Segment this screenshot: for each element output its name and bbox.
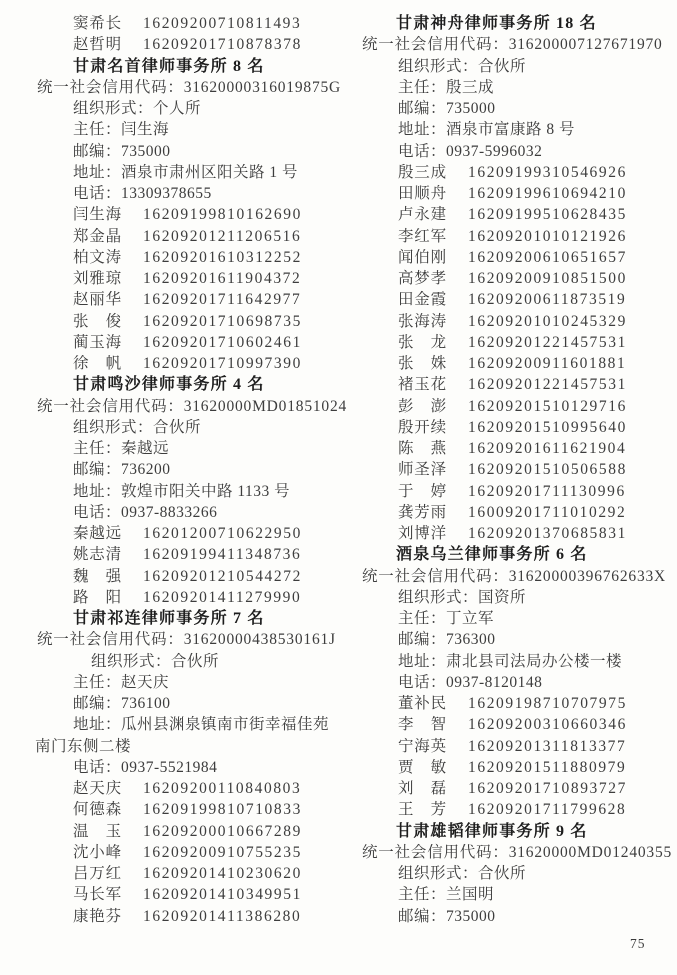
lawyer-row [350, 396, 668, 417]
lawyer-row [35, 13, 341, 34]
lawyer-row [35, 34, 341, 55]
lawyer-row [35, 311, 341, 332]
field-line: 组织形式：合伙所 [398, 865, 527, 882]
field-line: 组织形式：国资所 [398, 588, 527, 606]
field-line: 主任：兰国明 [398, 886, 495, 904]
lawyer-name: 魏 强 [73, 567, 122, 585]
firm-header: 甘肃鸣沙律师事务所 4 名 [73, 376, 265, 394]
page-number: 75 [630, 936, 646, 951]
lawyer-license-number: 16209200610651657 [468, 248, 627, 266]
lawyer-license-number: 16209201510995640 [468, 418, 627, 436]
lawyer-license-number: 16209201710997390 [143, 355, 302, 372]
lawyer-name: 闻伯刚 [398, 248, 447, 266]
lawyer-license-number: 16209200910851500 [468, 270, 627, 287]
field-line: 邮编：735000 [73, 142, 171, 160]
lawyer-row [35, 799, 341, 820]
lawyer-license-number: 16209201221457531 [468, 333, 627, 351]
lawyer-name: 窦希长 [73, 15, 122, 32]
lawyer-name: 柏文涛 [73, 248, 122, 266]
field-line: 邮编：736300 [398, 631, 496, 649]
firm-header: 甘肃神舟律师事务所 18 名 [396, 15, 597, 32]
field-line: 主任：殷三成 [398, 78, 495, 96]
lawyer-row [350, 523, 668, 544]
field-line: 邮编：735000 [398, 100, 496, 117]
lawyer-name: 秦越远 [73, 525, 122, 542]
lawyer-license-number: 16209201611621904 [468, 440, 627, 457]
firm-header: 甘肃名首律师事务所 8 名 [73, 57, 265, 75]
lawyer-license-number: 16209201410230620 [143, 865, 302, 882]
lawyer-name: 蔺玉海 [73, 333, 122, 351]
lawyer-name: 陈 燕 [398, 440, 447, 457]
field-line: 电话：0937-8120148 [398, 673, 543, 691]
lawyer-row [350, 226, 668, 247]
lawyer-name: 贾 敏 [398, 758, 447, 776]
lawyer-name: 刘雅琼 [73, 270, 122, 287]
right-column [350, 13, 673, 927]
lawyer-name: 张 俊 [73, 312, 122, 330]
firm-header: 酒泉乌兰律师事务所 6 名 [396, 546, 588, 564]
lawyer-license-number: 16209201411279990 [143, 588, 302, 606]
lawyer-name: 于 婷 [398, 482, 447, 500]
lawyer-name: 温 玉 [73, 822, 122, 840]
lawyer-license-number: 16209201010245329 [468, 312, 627, 330]
lawyer-name: 卢永建 [398, 206, 447, 224]
lawyer-row [35, 332, 341, 353]
field-line: 地址：肃北县司法局办公楼一楼 [398, 652, 623, 670]
field-line: 地址：酒泉市富康路 8 号 [398, 121, 576, 139]
lawyer-row [350, 693, 668, 714]
lawyer-row [35, 247, 341, 268]
credit-code-line: 统一社会信用代码：31620000MD01240355 [362, 843, 673, 861]
lawyer-name: 李红军 [398, 227, 447, 245]
lawyer-license-number: 16209201370685831 [468, 525, 627, 542]
left-column [35, 13, 348, 927]
field-line: 地址：瓜州县渊泉镇南市街幸福佳苑 [73, 716, 330, 734]
lawyer-license-number: 16209201510506588 [468, 461, 627, 479]
lawyer-row [35, 226, 341, 247]
field-line: 组织形式：合伙所 [91, 652, 220, 670]
lawyer-row [350, 374, 668, 395]
lawyer-license-number: 16209201010121926 [468, 227, 627, 245]
lawyer-name: 郑金晶 [73, 227, 122, 245]
lawyer-row [350, 311, 668, 332]
field-line: 邮编：736100 [73, 695, 171, 712]
lawyer-license-number: 16209201221457531 [468, 376, 627, 394]
lawyer-name: 康艳芬 [73, 907, 122, 925]
lawyer-name: 董补民 [398, 695, 447, 712]
credit-code-line: 统一社会信用代码：31620000MD01851024 [37, 397, 348, 415]
field-line: 组织形式：个人所 [73, 100, 202, 117]
lawyer-name: 沈小峰 [73, 843, 122, 861]
lawyer-row [350, 268, 668, 289]
lawyer-name: 龚芳雨 [398, 503, 447, 521]
lawyer-license-number: 16209199411348736 [143, 546, 302, 564]
lawyer-name: 吕万红 [73, 865, 122, 882]
field-line: 地址：敦煌市阳关中路 1133 号 [73, 482, 291, 500]
lawyer-row [350, 417, 668, 438]
lawyer-row [350, 332, 668, 353]
lawyer-license-number: 16209201510129716 [468, 397, 627, 415]
lawyer-license-number: 16209201311813377 [468, 737, 627, 755]
lawyer-name: 刘 磊 [398, 780, 447, 797]
lawyer-row [350, 481, 668, 502]
lawyer-name: 赵丽华 [73, 291, 122, 309]
lawyer-row [35, 906, 341, 927]
lawyer-row [350, 502, 668, 523]
lawyer-row [350, 162, 668, 183]
lawyer-name: 路 阳 [73, 588, 122, 606]
lawyer-license-number: 16009201711010292 [468, 503, 627, 521]
lawyer-name: 宁海英 [398, 737, 447, 755]
field-line: 主任：赵天庆 [73, 673, 170, 691]
lawyer-license-number: 16209200110840803 [143, 780, 302, 797]
lawyer-row [350, 736, 668, 757]
lawyer-name: 何德森 [73, 801, 122, 819]
lawyer-license-number: 16209199310546926 [468, 163, 627, 181]
lawyer-row [35, 587, 341, 608]
lawyer-license-number: 16209200910755235 [143, 843, 302, 861]
lawyer-license-number: 16209201710698735 [143, 312, 302, 330]
lawyer-license-number: 16209199610694210 [468, 185, 627, 202]
lawyer-license-number: 16209201710893727 [468, 780, 627, 797]
lawyer-name: 田顺舟 [398, 185, 447, 202]
lawyer-name: 高梦孝 [398, 270, 447, 287]
field-line: 组织形式：合伙所 [398, 57, 527, 75]
lawyer-row [350, 714, 668, 735]
field-line: 地址：酒泉市肃州区阳关路 1 号 [73, 163, 299, 181]
lawyer-license-number: 16209201711130996 [468, 482, 626, 500]
lawyer-row [350, 459, 668, 480]
lawyer-row [350, 353, 668, 374]
lawyer-license-number: 16209198710707975 [468, 695, 627, 712]
credit-code-line: 统一社会信用代码：31620000316019875G [37, 78, 342, 96]
lawyer-license-number: 16209201710878378 [143, 36, 302, 54]
lawyer-name: 姚志清 [73, 546, 122, 564]
lawyer-license-number: 16209201411386280 [143, 907, 302, 925]
lawyer-name: 刘博洋 [398, 525, 447, 542]
lawyer-row [35, 842, 341, 863]
lawyer-name: 马长军 [73, 886, 122, 904]
lawyer-license-number: 16209199810162690 [143, 206, 302, 224]
lawyer-license-number: 16209200010667289 [143, 822, 302, 840]
lawyer-name: 张海涛 [398, 312, 447, 330]
lawyer-name: 殷三成 [398, 163, 447, 181]
lawyer-name: 张 姝 [398, 355, 447, 372]
lawyer-row [350, 438, 668, 459]
lawyer-name: 张 龙 [398, 333, 447, 351]
field-line: 电话：0937-8833266 [73, 503, 218, 521]
lawyer-row [35, 268, 341, 289]
lawyer-row [35, 353, 341, 374]
lawyer-license-number: 16209199510628435 [468, 206, 627, 224]
lawyer-row [350, 757, 668, 778]
lawyer-name: 褚玉花 [398, 376, 447, 394]
lawyer-license-number: 16209200611873519 [468, 291, 627, 309]
firm-header: 甘肃祁连律师事务所 7 名 [73, 610, 265, 627]
lawyer-row [35, 566, 341, 587]
field-line: 组织形式：合伙所 [73, 418, 202, 436]
lawyer-row [35, 821, 341, 842]
lawyer-license-number: 16209201511880979 [468, 758, 627, 776]
lawyer-name: 赵天庆 [73, 780, 122, 797]
lawyer-row [35, 204, 341, 225]
address-wrap-line: 南门东侧二楼 [35, 737, 132, 755]
lawyer-name: 彭 澎 [398, 397, 447, 415]
field-line: 主任：闫生海 [73, 121, 170, 139]
credit-code-line: 统一社会信用代码：31620000438530161J [37, 631, 336, 649]
lawyer-row [35, 289, 341, 310]
lawyer-name: 徐 帆 [73, 355, 122, 372]
lawyer-license-number: 16209200710811493 [143, 15, 302, 32]
lawyer-name: 赵哲明 [73, 36, 122, 54]
lawyer-license-number: 16201200710622950 [143, 525, 302, 542]
lawyer-name: 师圣泽 [398, 461, 447, 479]
lawyer-name: 田金霞 [398, 291, 447, 309]
credit-code-line: 统一社会信用代码：31620000396762633X [362, 567, 667, 585]
lawyer-license-number: 16209199810710833 [143, 801, 302, 819]
field-line: 电话：13309378655 [73, 185, 212, 202]
lawyer-name: 殷开续 [398, 418, 447, 436]
field-line: 主任：丁立军 [398, 610, 495, 627]
field-line: 电话：0937-5996032 [398, 142, 543, 160]
lawyer-row [35, 863, 341, 884]
lawyer-license-number: 16209200911601881 [468, 355, 627, 372]
lawyer-row [350, 204, 668, 225]
field-line: 邮编：736200 [73, 461, 171, 479]
credit-code-line: 统一社会信用代码：316200007127671970 [362, 36, 663, 54]
lawyer-row [35, 884, 341, 905]
lawyer-license-number: 16209201410349951 [143, 886, 302, 904]
lawyer-name: 闫生海 [73, 206, 122, 224]
lawyer-license-number: 16209201211206516 [143, 227, 302, 245]
lawyer-license-number: 16209201711642977 [143, 291, 302, 309]
lawyer-license-number: 16209201710602461 [143, 333, 302, 351]
lawyer-name: 王 芳 [398, 801, 447, 819]
lawyer-license-number: 16209201610312252 [143, 248, 302, 266]
lawyer-license-number: 16209201611904372 [143, 270, 302, 287]
lawyer-row [350, 778, 668, 799]
lawyer-license-number: 16209200310660346 [468, 716, 627, 734]
field-line: 邮编：735000 [398, 907, 496, 925]
firm-header: 甘肃雄韬律师事务所 9 名 [396, 822, 588, 840]
field-line: 电话：0937-5521984 [73, 758, 218, 776]
lawyer-row [35, 523, 341, 544]
field-line: 主任：秦越远 [73, 440, 170, 457]
lawyer-row [35, 544, 341, 565]
lawyer-row [350, 799, 668, 820]
lawyer-row [350, 247, 668, 268]
lawyer-row [350, 289, 668, 310]
lawyer-row [350, 183, 668, 204]
lawyer-name: 李 智 [398, 716, 447, 734]
lawyer-license-number: 16209201711799628 [468, 801, 627, 819]
lawyer-license-number: 16209201210544272 [143, 567, 302, 585]
lawyer-row [35, 778, 341, 799]
